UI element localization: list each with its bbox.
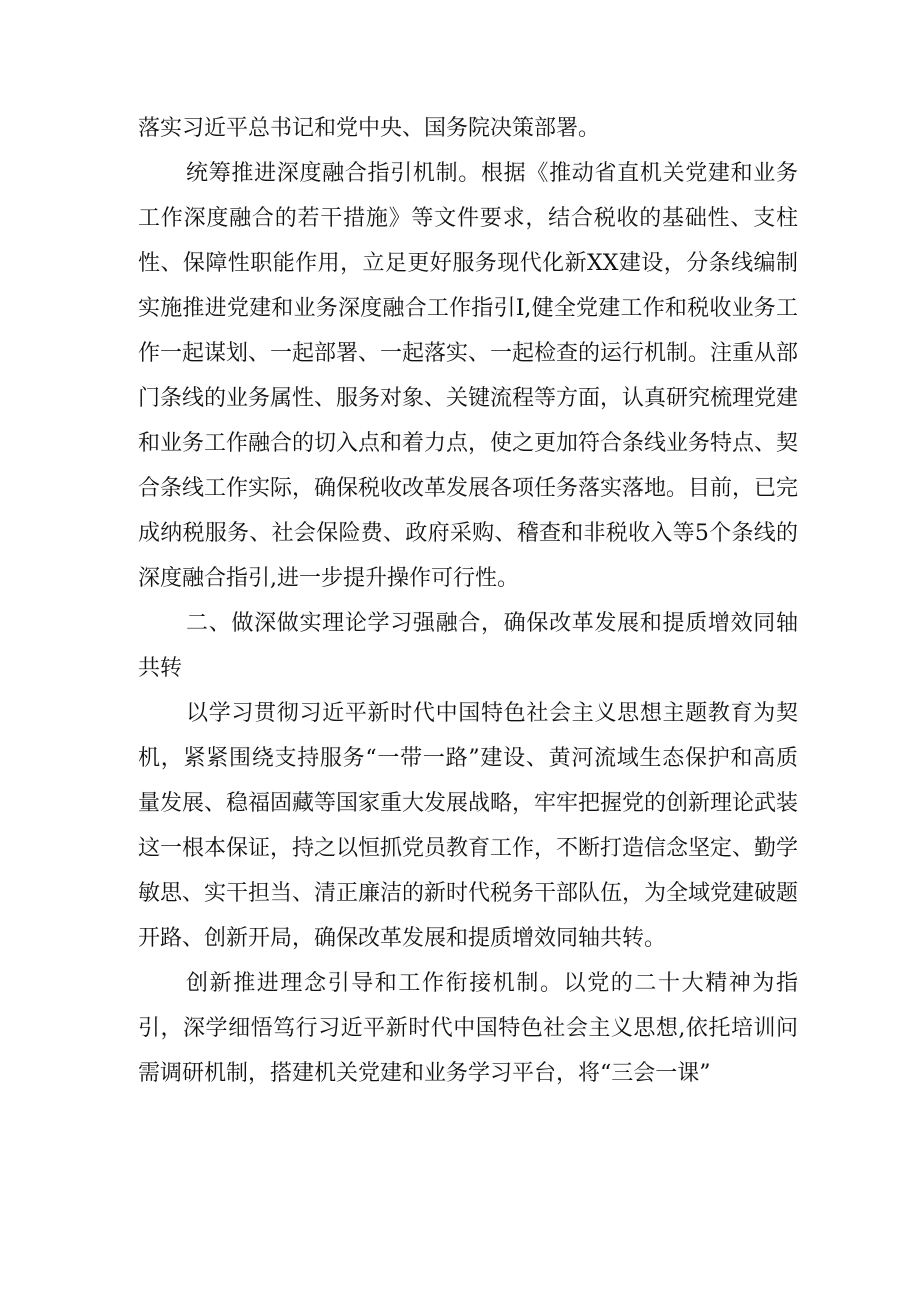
paragraph-concept-guidance: 创新推进理念引导和工作衔接机制。以党的二十大精神为指引，深学细悟笃行习近平新时代中国特色社会主义思想,依托培训问需调研机制，搭建机关党建和业务学习平台，将“三会一课”: [138, 971, 798, 1086]
paragraph-continuation: 落实习近平总书记和党中央、国务院决策部署。: [138, 116, 601, 141]
paragraph-deep-integration-guidance: 统筹推进深度融合指引机制。根据《推动省直机关党建和业务工作深度融合的若干措施》等文件要求，结合税收的基础性、支柱性、保障性职能作用，立足更好服务现代化新XX建设，分条线编制实施推进党建和业务深度融合工作指引I,健全党建工作和税收业务工作一起谋划、一起部署、一起落实、一起检查的运行机制。注重从部门条线的业务属性、服务对象、关键流程等方面，认真研究梳理党建和业务工作融合的切入点和着力点，使之更加符合条线业务特点、契合条线工作实际，确保税收改革发展各项任务落实落地。目前，已完成纳税服务、社会保险费、政府采购、稽查和非税收入等5个条线的深度融合指引,进一步提升操作可行性。: [138, 161, 799, 591]
paragraph-theory-study: 以学习贯彻习近平新时代中国特色社会主义思想主题教育为契机，紧紧围绕支持服务“一带一路”建设、黄河流域生态保护和高质量发展、稳福固藏等国家重大发展战略，牢牢把握党的创新理论武装这一根本保证，持之以恒抓党员教育工作，不断打造信念坚定、勤学敏思、实干担当、清正廉洁的新时代税务干部队伍，为全域党建破题开路、创新开局，确保改革发展和提质增效同轴共转。: [138, 701, 799, 951]
document-body: [138, 106, 798, 1096]
section-heading-two: 二、做深做实理论学习强融合，确保改革发展和提质增效同轴共转: [138, 611, 798, 681]
